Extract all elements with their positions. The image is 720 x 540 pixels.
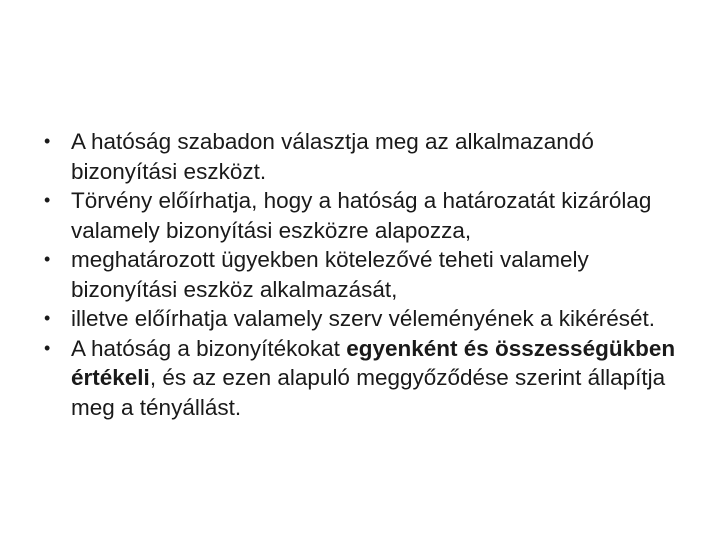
bullet-item: [44, 334, 684, 423]
bullet-text: A hatóság szabadon választja meg az alkalmazandó bizonyítási eszközt.: [71, 129, 594, 184]
bullet-text-before: A hatóság a bizonyítékokat: [71, 335, 347, 361]
bullet-text: Törvény előírhatja, hogy a hatóság a határozatát kizárólag valamely bizonyítási eszközre alapozza,: [71, 188, 652, 243]
bullet-list: [44, 127, 684, 422]
bullet-item: [44, 304, 684, 334]
bullet-text: meghatározott ügyekben kötelezővé teheti valamely bizonyítási eszköz alkalmazását,: [71, 247, 589, 302]
bullet-item: [44, 127, 684, 186]
bullet-text-bold: egyenként és összességükben értékeli: [71, 335, 676, 390]
bullet-text: illetve előírhatja valamely szerv véleményének a kikérését.: [71, 306, 656, 331]
bullet-item: [44, 245, 684, 304]
bullet-text-after: , és az ezen alapuló meggyőződése szerint állapítja meg a tényállást.: [71, 365, 666, 420]
bullet-item: [44, 186, 684, 245]
